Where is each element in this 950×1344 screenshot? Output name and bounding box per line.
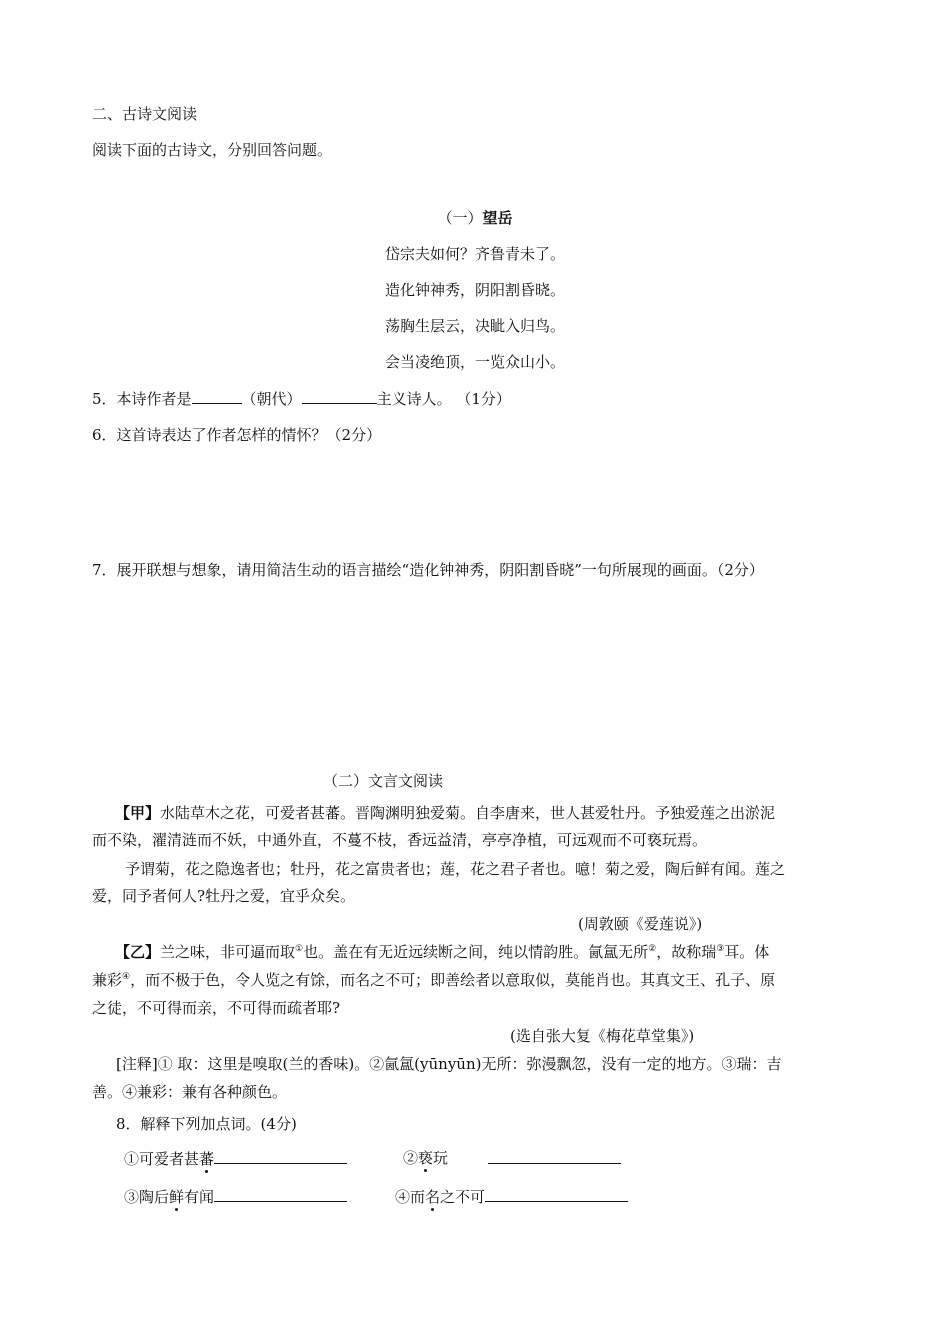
dotted-word: 名 (425, 1188, 441, 1206)
passage-yi-mark: 【乙】 (115, 943, 161, 961)
question-7: 7．展开联想与想象，请用简洁生动的语言描绘“造化钟神秀，阴阳割昏晓”一句所展现的画面。（2分） (92, 561, 764, 579)
answer-blank[interactable] (485, 1186, 628, 1202)
poem-title-text: 望岳 (482, 209, 513, 227)
passage-yi-text: ，故称瑞 (656, 943, 717, 961)
dotted-word: 蕃 (199, 1150, 215, 1168)
item-text: ③陶后 (124, 1188, 170, 1206)
passage-jia-source: (周敦颐《爱莲说》) (578, 915, 703, 933)
passage-yi-line (92, 970, 775, 990)
answer-blank-author[interactable] (192, 388, 242, 404)
passage-yi-text: 耳。体 (724, 943, 770, 961)
footnote-marker: ② (648, 944, 657, 954)
question-8-item-3 (124, 1186, 347, 1207)
answer-blank-wrap (488, 1148, 621, 1169)
passage-yi-text: 也。盖在有无近远续断之间，纯以情韵胜。氤氲无所 (303, 943, 649, 961)
answer-blank[interactable] (488, 1148, 621, 1164)
poem-title (0, 208, 950, 228)
dotted-word: 鲜 (169, 1188, 185, 1206)
passage-jia-text: 水陆草木之花，可爱者甚蕃。晋陶渊明独爱菊。自李唐来，世人甚爱牡丹。予独爱莲之出淤泥 (160, 804, 776, 822)
annotation-line: 善。④兼彩：兼有各种颜色。 (92, 1083, 288, 1101)
prose-heading: （二）文言文阅读 (323, 772, 444, 790)
poem-line: 会当凌绝顶，一览众山小。 (384, 353, 565, 371)
passage-yi-source: (选自张大复《梅花草堂集》) (510, 1027, 695, 1045)
passage-yi-line (115, 942, 769, 962)
question-5 (92, 388, 511, 409)
item-text: ② (403, 1149, 419, 1167)
footnote-marker: ① (295, 944, 304, 954)
footnote-marker: ③ (716, 944, 725, 954)
question-5-text-b: （朝代） (241, 390, 302, 408)
passage-jia-line: 爱，同予者何人?牡丹之爱，宜乎众矣。 (92, 887, 356, 905)
poem-line: 造化钟神秀，阴阳割昏晓。 (384, 281, 565, 299)
item-text: ①可爱者甚 (124, 1150, 200, 1168)
question-5-text-a: 5．本诗作者是 (92, 390, 192, 408)
answer-blank[interactable] (214, 1186, 347, 1202)
item-text: ④而 (395, 1188, 426, 1206)
question-5-text-c: 主义诗人。 （1分） (376, 390, 511, 408)
annotation-line: [注释]① 取：这里是嗅取(兰的香味)。②氤氲(yūnyūn)无所：弥漫飘忽，没有一定的地方。③瑞：吉 (116, 1055, 782, 1073)
poem-title-prefix: （一） (437, 209, 483, 227)
passage-yi-line: 之徒，不可得而亲，不可得而疏者耶? (92, 999, 341, 1017)
passage-jia-line (115, 803, 775, 823)
poem-line: 荡胸生层云，决眦入归鸟。 (384, 317, 565, 335)
question-8-stem: 8．解释下列加点词。(4分) (116, 1115, 297, 1133)
passage-yi-text: 兼彩 (92, 971, 123, 989)
item-text: 有闻 (184, 1188, 215, 1206)
answer-blank[interactable] (214, 1148, 347, 1164)
dotted-word: 亵 (418, 1149, 434, 1167)
item-text: 之不可 (440, 1188, 486, 1206)
footnote-marker: ④ (122, 972, 131, 982)
section-heading: 二、古诗文阅读 (92, 105, 198, 123)
answer-blank-school[interactable] (302, 388, 377, 404)
question-8-item-2 (403, 1148, 448, 1168)
passage-yi-text: 兰之味，非可逼而取 (160, 943, 296, 961)
question-6: 6．这首诗表达了作者怎样的情怀？（2分） (92, 426, 382, 444)
section-instruction: 阅读下面的古诗文，分别回答问题。 (92, 141, 333, 159)
question-8-item-4 (395, 1186, 628, 1207)
passage-yi-text: ，而不极于色，令人览之有馀，而名之不可；即善绘者以意取似，莫能肖也。其真文王、孔子、原 (130, 971, 776, 989)
passage-jia-line: 而不染，濯清涟而不妖，中通外直，不蔓不枝，香远益清，亭亭净植，可远观而不可亵玩焉。 (92, 831, 708, 849)
passage-jia-mark: 【甲】 (115, 804, 161, 822)
passage-jia-line: 予谓菊，花之隐逸者也；牡丹，花之富贵者也；莲，花之君子者也。噫！菊之爱，陶后鲜有闻。莲之 (125, 860, 786, 878)
poem-line: 岱宗夫如何？齐鲁青未了。 (384, 245, 565, 263)
question-8-item-1 (124, 1148, 347, 1169)
item-text: 玩 (433, 1149, 449, 1167)
